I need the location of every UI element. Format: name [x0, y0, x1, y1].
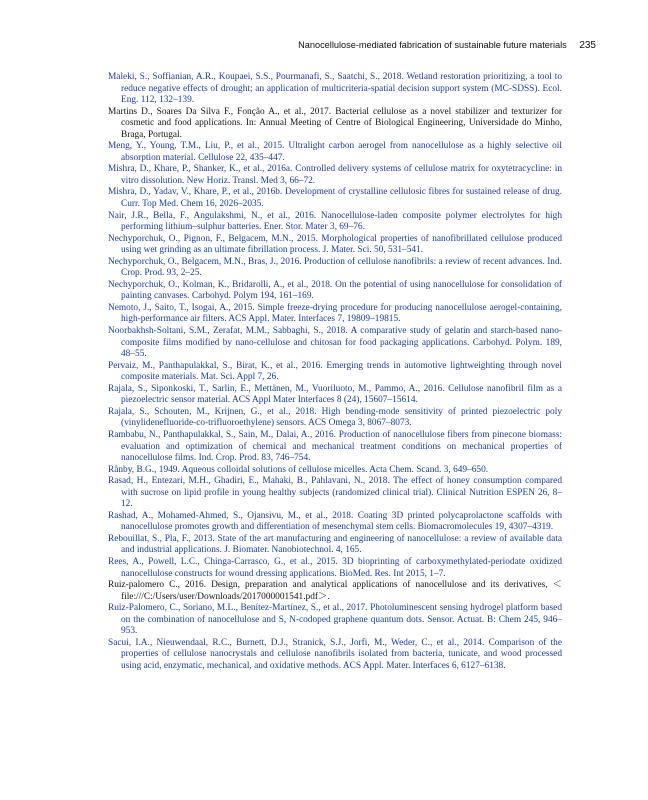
reference-item: Martins D., Soares Da Silva F., Fonção A., et al., 2017. Bacterial cellulose as a novel stabilizer and texturizer for cosmetic and food applications. In: Annual Meeting of Centre of Biological Engineering, Universidade do Minho, Braga, Portugal.: [108, 106, 562, 140]
reference-item[interactable]: Maleki, S., Soffianian, A.R., Koupaei, S.S., Pourmanafi, S., Saatchi, S., 2018. Wetland restoration prioritizing, a tool to reduce negative effects of drought; an application of multicriteria-spatial decision support system (MC-SDSS). Ecol. Eng. 112, 132–139.: [108, 72, 562, 106]
reference-item[interactable]: Mishra, D., Khare, P., Shanker, K., et al., 2016a. Controlled delivery systems of cellulose matrix for oxytetracycline: in vitro dissolution. New Horiz. Transl. Med 3, 66–72.: [108, 164, 562, 186]
reference-item: Ruiz-palomero C., 2016. Design, preparation and analytical applications of nanocellulose and its derivatives, ＜file:///C:/Users/user/Downloads/2017000001541.pdf＞.: [108, 580, 562, 602]
running-header: [108, 40, 596, 51]
reference-item[interactable]: Nechyporchuk, O., Belgacem, M.N., Bras, J., 2016. Production of cellulose nanofibrils: a review of recent advances. Ind. Crop. Prod. 93, 2–25.: [108, 256, 562, 279]
reference-item[interactable]: Rånby, B.G., 1949. Aqueous colloidal solutions of cellulose micelles. Acta Chem. Scand. 3, 649–650.: [108, 464, 489, 475]
page-number: 235: [579, 40, 596, 51]
reference-item[interactable]: Noorbakhsh-Soltani, S.M., Zerafat, M.M., Sabbaghi, S., 2018. A comparative study of gelatin and starch-based nano-composite films modified by nano-cellulose and chitosan for food packaging applications. Carbohyd. Polym. 189, 48–55.: [108, 326, 562, 360]
running-title: Nanocellulose-mediated fabrication of sustainable future materials: [298, 40, 567, 50]
reference-item[interactable]: Mishra, D., Yadav, V., Khare, P., et al., 2016b. Development of crystalline cellulosic fibres for sustained release of drug. Curr. Top Med. Chem 16, 2026–2035.: [108, 187, 562, 210]
reference-item[interactable]: Rasad, H., Entezari, M.H., Ghadiri, E., Mahaki, B., Pahlavani, N., 2018. The effect of honey consumption compared with sucrose on lipid profile in young healthy subjects (randomized clinical trial). Clinical Nutrition ESPEN 26, 8–12.: [108, 476, 562, 510]
reference-item[interactable]: Sacui, I.A., Nieuwendaal, R.C., Burnett, D.J., Stranick, S.J., Jorfi, M., Weder, C., et al., 2014. Comparison of the properties of cellulose nanocrystals and cellulose nanofibrils isolated from bacteria, tunicate, and wood processed using acid, enzymatic, mechanical, and oxidative methods. ACS Appl. Mater. Interfaces 6, 6127–6138.: [108, 637, 562, 671]
reference-item[interactable]: Rees, A., Powell, L.C., Chinga-Carrasco, G., et al., 2015. 3D bioprinting of carboxymethylated-periodate oxidized nanocellulose constructs for wound dressing applications. BioMed. Res. Int 2015, 1–7.: [108, 556, 562, 579]
reference-item[interactable]: Nechyporchuk, O., Pignon, F., Belgacem, M.N., 2015. Morphological properties of nanofibrillated cellulose produced using wet grinding as an ultimate fibrillation process. J. Mater. Sci. 50, 531–541.: [108, 233, 562, 256]
reference-item[interactable]: Rambabu, N., Panthapulakkal, S., Sain, M., Dalai, A., 2016. Production of nanocellulose fibers from pinecone biomass: evaluation and optimization of chemical and mechanical treatment conditions on mechanical properties of nanocellulose films. Ind. Crop. Prod. 83, 746–754.: [108, 429, 562, 464]
reference-item[interactable]: Nechyporchuk, O., Kolman, K., Bridarolli, A., et al., 2018. On the potential of using nanocellulose for consolidation of painting canvases. Carbohyd. Polym 194, 161–169.: [108, 279, 562, 302]
reference-item[interactable]: Rajala, S., Siponkoski, T., Sarlin, E., Mettänen, M., Vuoriluoto, M., Pammo, A., 2016. Cellulose nanofibril film as a piezoelectric sensor material. ACS Appl Mater Interfaces 8 (24), 15607–15614.: [108, 383, 562, 406]
reference-item[interactable]: Meng, Y., Young, T.M., Liu, P., et al., 2015. Ultralight carbon aerogel from nanocellulose as a highly selective oil absorption material. Cellulose 22, 435–447.: [108, 141, 562, 163]
reference-item[interactable]: Nair, J.R., Bella, F., Angulakshmi, N., et al., 2016. Nanocellulose-laden composite polymer electrolytes for high performing lithium–sulphur batteries. Ener. Stor. Mater 3, 69–76.: [108, 210, 562, 233]
reference-item[interactable]: Rajala, S., Schouten, M., Krijnen, G., et al., 2018. High bending-mode sensitivity of printed piezoelectric poly (vinylidenefluoride-co-trifluoroethylene) sensors. ACS Omega 3, 8067–8073.: [108, 406, 562, 429]
reference-list: [108, 72, 562, 672]
reference-item[interactable]: Rebouillat, S., Pla, F., 2013. State of the art manufacturing and engineering of nanocellulose: a review of available data and industrial applications. J. Biomater. Nanobiotechnol. 4, 165.: [108, 533, 562, 556]
reference-item[interactable]: Pervaiz, M., Panthapulakkal, S., Birat, K., et al., 2016. Emerging trends in automotive lightweighting through novel composite materials. Mat. Sci. Appl 7, 26.: [108, 360, 562, 383]
reference-item[interactable]: Rashad, A., Mohamed-Ahmed, S., Ojansivu, M., et al., 2018. Coating 3D printed polycaprolactone scaffolds with nanocellulose promotes growth and differentiation of mesenchymal stem cells. Biomacromolecules 19, 4307–4319.: [108, 510, 562, 533]
reference-item[interactable]: Ruiz-Palomero, C., Soriano, M.L., Benítez-Martínez, S., et al., 2017. Photoluminescent sensing hydrogel platform based on the combination of nanocellulose and S, N-codoped graphene quantum dots. Sensor. Actuat. B: Chem 245, 946–953.: [108, 603, 562, 637]
reference-item[interactable]: Nemoto, J., Saito, T., Isogai, A., 2015. Simple freeze-drying procedure for producing nanocellulose aerogel-containing, high-performance air filters. ACS Appl. Mater. Interfaces 7, 19809–19815.: [108, 302, 562, 325]
